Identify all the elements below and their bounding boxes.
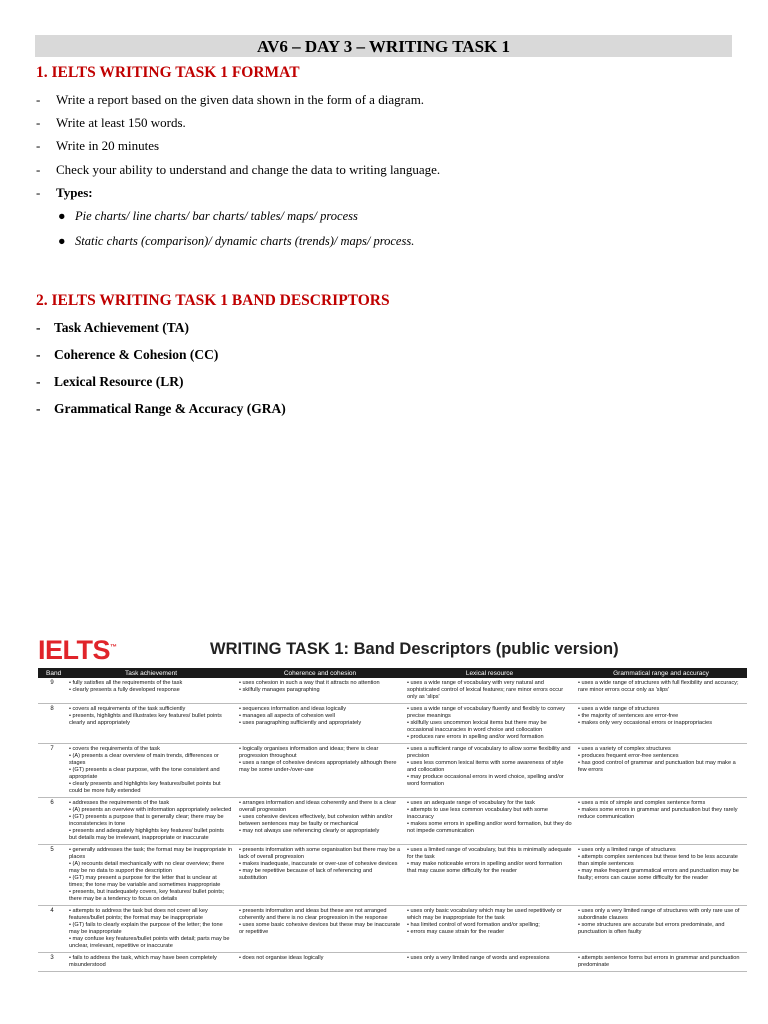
band-cell: 7 [38, 744, 66, 798]
dash-marker: - [36, 138, 41, 153]
lexical-cell: • uses only a very limited range of words and expressions [404, 953, 575, 972]
dash-marker: - [36, 320, 41, 335]
grammar-cell: • uses a mix of simple and complex sentence forms • makes some errors in grammar and punctuation but they rarely reduce communication [575, 798, 747, 845]
column-header: Grammatical range and accuracy [575, 668, 747, 678]
table-row [38, 845, 747, 906]
column-header: Coherence and cohesion [236, 668, 404, 678]
coherence-cell: • logically organises information and ideas; there is clear progression throughout • uses a range of cohesive devices appropriately although there may be some under-/over-use [236, 744, 404, 798]
lexical-cell: • uses a wide range of vocabulary fluently and flexibly to convey precise meanings • skilfully uses uncommon lexical items but there may be occasional inaccuracies in word choice and collocation • produces rare errors in spelling and/or word formation [404, 704, 575, 744]
bullet-icon: ● [58, 234, 66, 248]
band-cell: 9 [38, 678, 66, 704]
criterion-text: Grammatical Range & Accuracy (GRA) [54, 401, 286, 416]
grammar-cell: • uses a variety of complex structures • produces frequent error-free sentences • has good control of grammar and punctuation but may make a few errors [575, 744, 747, 798]
table-row [38, 953, 747, 972]
band-cell: 5 [38, 845, 66, 906]
criterion-text: Lexical Resource (LR) [54, 374, 184, 389]
coherence-cell: • does not organise ideas logically [236, 953, 404, 972]
band-cell: 8 [38, 704, 66, 744]
coherence-cell: • arranges information and ideas coherently and there is a clear overall progression • uses cohesive devices effectively, but cohesion within and/or between sentences may be faulty or mechanical • may not always use referencing clearly or appropriately [236, 798, 404, 845]
section-1-heading: 1. IELTS WRITING TASK 1 FORMAT [36, 64, 300, 81]
types-label-line [36, 185, 93, 201]
format-item-text: Write at least 150 words. [56, 115, 186, 130]
criterion-text: Task Achievement (TA) [54, 320, 189, 335]
type-item [58, 209, 358, 224]
types-label: Types: [56, 185, 93, 200]
coherence-cell: • presents information with some organisation but there may be a lack of overall progression • makes inadequate, inaccurate or over-use of cohesive devices • may be repetitive because of lack of referencing and substitution [236, 845, 404, 906]
band-descriptor-image [38, 632, 747, 1024]
band-descriptor-table [38, 668, 747, 972]
format-item [36, 162, 440, 178]
dash-marker: - [36, 185, 41, 200]
table-header-row [38, 668, 747, 678]
table-row [38, 906, 747, 953]
lexical-cell: • uses an adequate range of vocabulary for the task • attempts to use less common vocabulary but with some inaccuracy • makes some errors in spelling and/or word formation, but they do not impede communication [404, 798, 575, 845]
task-achievement-cell: • covers all requirements of the task sufficiently • presents, highlights and illustrates key features/ bullet points clearly and appropriately [66, 704, 236, 744]
grammar-cell: • uses a wide range of structures with full flexibility and accuracy; rare minor errors occur only as 'slips' [575, 678, 747, 704]
grammar-cell: • uses a wide range of structures • the majority of sentences are error-free • makes only very occasional errors or inappropriacies [575, 704, 747, 744]
criterion-item [36, 347, 218, 363]
format-item [36, 92, 424, 108]
format-item-text: Write in 20 minutes [56, 138, 160, 153]
table-row [38, 704, 747, 744]
task-achievement-cell: • addresses the requirements of the task • (A) presents an overview with information appropriately selected • (GT) presents a purpose that is generally clear; there may be inconsistencies in tone • presents and adequately highlights key features/ bullet points but details may be irrelevant, inappropriate or inaccurate [66, 798, 236, 845]
section-2-heading: 2. IELTS WRITING TASK 1 BAND DESCRIPTORS [36, 292, 390, 309]
grammar-cell: • uses only a very limited range of structures with only rare use of subordinate clauses • some structures are accurate but errors predominate, and punctuation is often faulty [575, 906, 747, 953]
page-title: AV6 – DAY 3 – WRITING TASK 1 [35, 35, 732, 57]
band-cell: 3 [38, 953, 66, 972]
column-header: Lexical resource [404, 668, 575, 678]
criterion-item [36, 401, 286, 417]
format-item [36, 138, 159, 154]
format-item-text: Write a report based on the given data shown in the form of a diagram. [56, 92, 425, 107]
task-achievement-cell: • fully satisfies all the requirements of the task • clearly presents a fully developed response [66, 678, 236, 704]
lexical-cell: • uses a limited range of vocabulary, but this is minimally adequate for the task • may make noticeable errors in spelling and/or word formation that may cause some difficulty for the reader [404, 845, 575, 906]
table-row [38, 744, 747, 798]
ielts-logo: IELTS™ [38, 635, 117, 665]
type-item-text: Pie charts/ line charts/ bar charts/ tables/ maps/ process [75, 209, 358, 223]
dash-marker: - [36, 374, 41, 389]
task-achievement-cell: • fails to address the task, which may have been completely misunderstood [66, 953, 236, 972]
band-cell: 6 [38, 798, 66, 845]
lexical-cell: • uses a sufficient range of vocabulary to allow some flexibility and precision • uses less common lexical items with some awareness of style and collocation • may produce occasional errors in word choice, spelling and/or word formation [404, 744, 575, 798]
criterion-item [36, 374, 183, 390]
task-achievement-cell: • attempts to address the task but does not cover all key features/bullet points; the format may be inappropriate • (GT) fails to clearly explain the purpose of the letter; the tone may be inappropriate • may confuse key features/bullet points with detail; parts may be unclear, irrelevant, repetitive or inaccurate [66, 906, 236, 953]
bullet-icon: ● [58, 209, 66, 223]
grammar-cell: • attempts sentence forms but errors in grammar and punctuation predominate [575, 953, 747, 972]
type-item-text: Static charts (comparison)/ dynamic charts (trends)/ maps/ process. [75, 234, 415, 248]
format-item [36, 115, 186, 131]
column-header: Band [38, 668, 66, 678]
dash-marker: - [36, 401, 41, 416]
criterion-text: Coherence & Cohesion (CC) [54, 347, 219, 362]
format-item-text: Check your ability to understand and change the data to writing language. [56, 162, 441, 177]
column-header: Task achievement [66, 668, 236, 678]
coherence-cell: • presents information and ideas but these are not arranged coherently and there is no clear progression in the response • uses some basic cohesive devices but these may be inaccurate or repetitive [236, 906, 404, 953]
criterion-item [36, 320, 189, 336]
descriptor-title: WRITING TASK 1: Band Descriptors (public version) [210, 640, 619, 658]
dash-marker: - [36, 92, 41, 107]
table-row [38, 678, 747, 704]
coherence-cell: • uses cohesion in such a way that it attracts no attention • skilfully manages paragraphing [236, 678, 404, 704]
dash-marker: - [36, 162, 41, 177]
dash-marker: - [36, 115, 41, 130]
lexical-cell: • uses a wide range of vocabulary with very natural and sophisticated control of lexical features; rare minor errors occur only as 'slips' [404, 678, 575, 704]
task-achievement-cell: • covers the requirements of the task • (A) presents a clear overview of main trends, differences or stages • (GT) presents a clear purpose, with the tone consistent and appropriate • clearly presents and highlights key features/bullet points but could be more fully extended [66, 744, 236, 798]
table-row [38, 798, 747, 845]
dash-marker: - [36, 347, 41, 362]
lexical-cell: • uses only basic vocabulary which may be used repetitively or which may be inappropriate for the task • has limited control of word formation and/or spelling; • errors may cause strain for the reader [404, 906, 575, 953]
task-achievement-cell: • generally addresses the task; the format may be inappropriate in places • (A) recounts detail mechanically with no clear overview; there may be no data to support the description • (GT) may present a purpose for the letter that is unclear at times; the tone may be variable and sometimes inappropriate • presents, but inadequately covers, key features/ bullet points; there may be a tendency to focus on details [66, 845, 236, 906]
type-item [58, 234, 414, 249]
grammar-cell: • uses only a limited range of structures • attempts complex sentences but these tend to be less accurate than simple sentences • may make frequent grammatical errors and punctuation may be faulty; errors can cause some difficulty for the reader [575, 845, 747, 906]
band-cell: 4 [38, 906, 66, 953]
coherence-cell: • sequences information and ideas logically • manages all aspects of cohesion well • uses paragraphing sufficiently and appropriately [236, 704, 404, 744]
